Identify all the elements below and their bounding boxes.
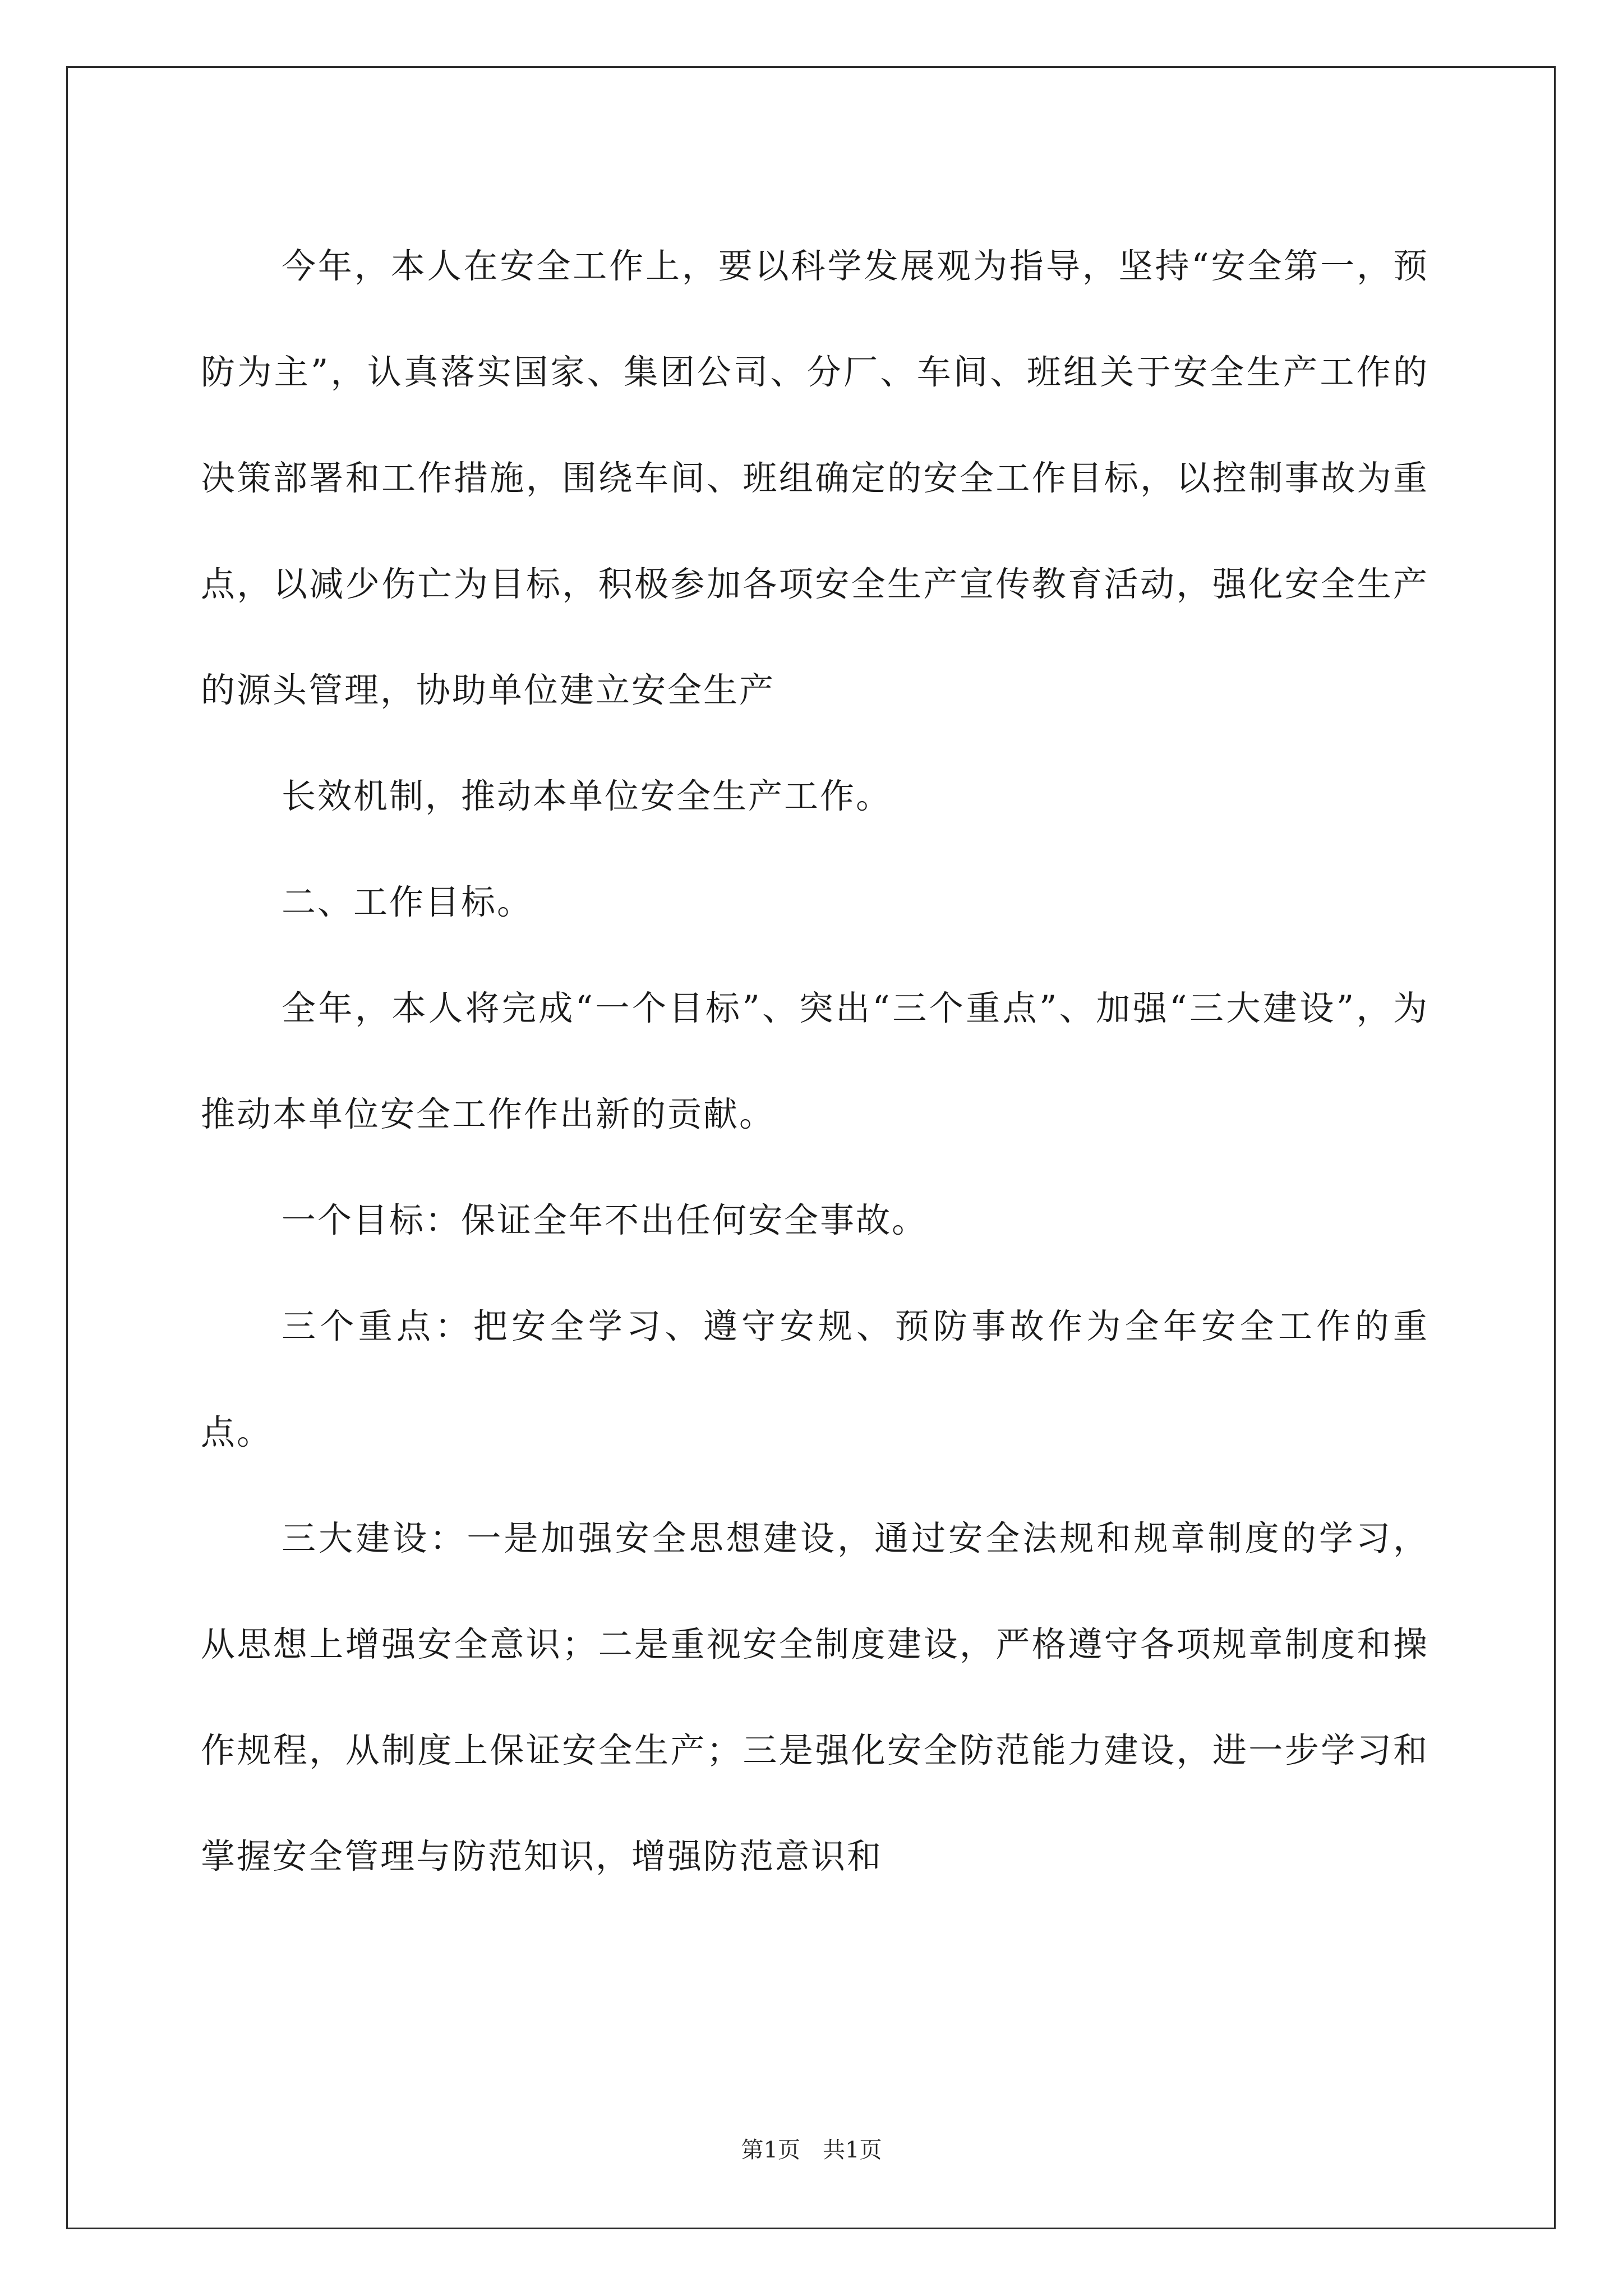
- page-number-footer: 第1页 共1页: [741, 2137, 882, 2163]
- paragraph-annual-plan: 全年，本人将完成“一个目标”、突出“三个重点”、加强“三大建设”，为推动本单位安全工作作出新的贡献。: [201, 988, 1429, 1134]
- paragraph-one-goal: 一个目标：保证全年不出任何安全事故。: [282, 1200, 928, 1240]
- paragraph-three-constructions: 三大建设：一是加强安全思想建设，通过安全法规和规章制度的学习，从思想上增强安全意识；二是重视安全制度建设，严格遵守各项规章制度和操作规程，从制度上保证安全生产；三是强化安全防范能力建设，进一步学习和掌握安全管理与防范知识，增强防范意识和: [201, 1519, 1429, 1876]
- paragraph-three-priorities: 三个重点：把安全学习、遵守安规、预防事故作为全年安全工作的重点。: [201, 1306, 1429, 1452]
- section-heading-work-goals: 二、工作目标。: [282, 882, 533, 922]
- paragraph-intro-continuation: 长效机制，推动本单位安全生产工作。: [282, 776, 892, 816]
- paragraph-intro: 今年，本人在安全工作上，要以科学发展观为指导，坚持“安全第一，预防为主”，认真落实国家、集团公司、分厂、车间、班组关于安全生产工作的决策部署和工作措施，围绕车间、班组确定的安全工作目标，以控制事故为重点，以减少伤亡为目标，积极参加各项安全生产宣传教育活动，强化安全生产的源头管理，协助单位建立安全生产: [201, 246, 1429, 710]
- document-body: [201, 213, 1429, 1910]
